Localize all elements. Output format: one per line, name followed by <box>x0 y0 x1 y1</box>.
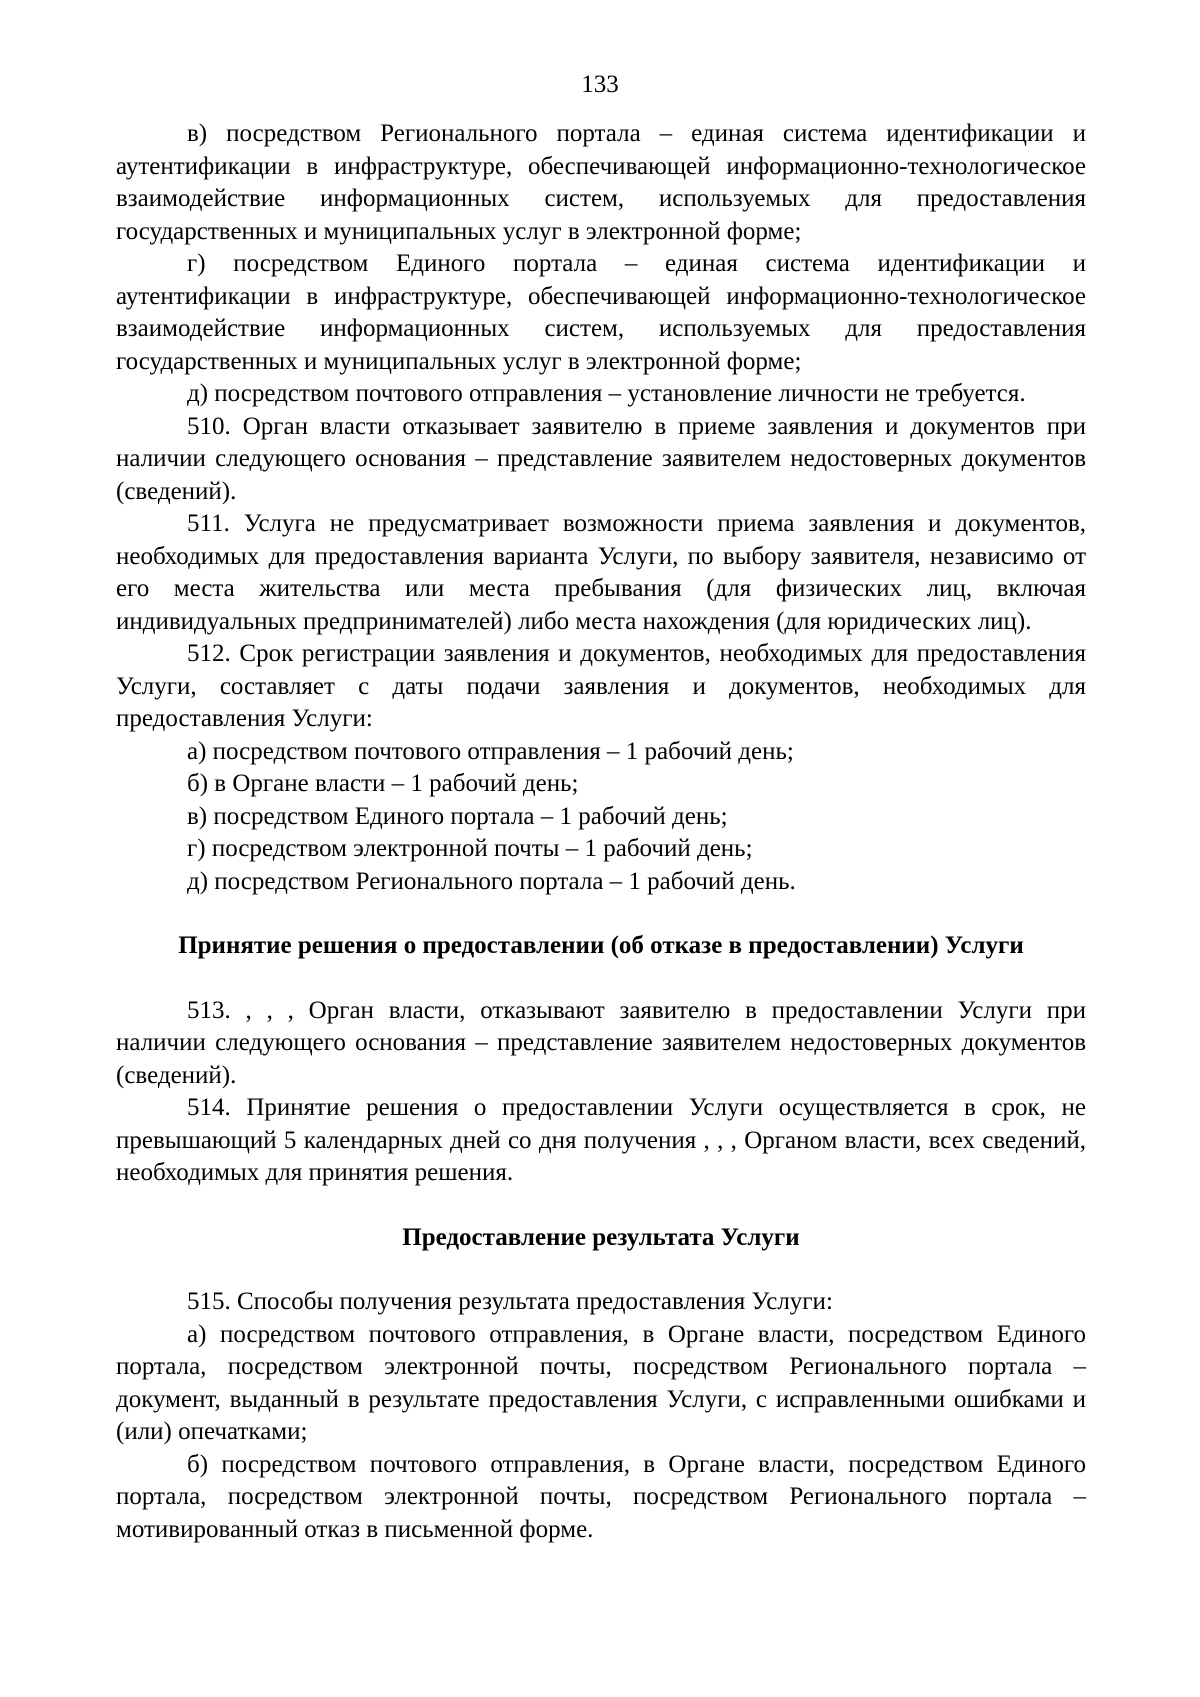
paragraph-v-regional-portal: в) посредством Регионального портала – единая система идентификации и аутентификации в инфраструктуре, обеспечивающей информационно-технологическое взаимодействие информационных систем, используемых для предоставления государственных и муниципальных услуг в электронной форме; <box>116 120 1086 245</box>
section-spacer <box>116 1190 1086 1222</box>
document-body <box>116 118 1086 1546</box>
paragraph-g-unified-portal: г) посредством Единого портала – единая система идентификации и аутентификации в инфраструктуре, обеспечивающей информационно-технологическое взаимодействие информационных систем, используемых для предоставления государственных и муниципальных услуг в электронной форме; <box>116 250 1086 375</box>
paragraph-512-d: д) посредством Регионального портала – 1 рабочий день. <box>187 867 796 895</box>
section-heading-decision: Принятие решения о предоставлении (об отказе в предоставлении) Услуги <box>178 932 1024 959</box>
paragraph-512: 512. Срок регистрации заявления и документов, необходимых для предоставления Услуги, составляет с даты подачи заявления и документов, необходимых для предоставления Услуги: <box>116 640 1086 732</box>
paragraph-512-a: а) посредством почтового отправления – 1 рабочий день; <box>187 737 794 765</box>
paragraph-515-b: б) посредством почтового отправления, в Органе власти, посредством Единого портала, посредством электронной почты, посредством Регионального портала – мотивированный отказ в письменной форме. <box>116 1450 1086 1543</box>
section-spacer <box>116 898 1086 930</box>
section-spacer <box>116 963 1086 995</box>
paragraph-512-v: в) посредством Единого портала – 1 рабочий день; <box>187 802 728 830</box>
section-spacer <box>116 1254 1086 1286</box>
paragraph-515: 515. Способы получения результата предоставления Услуги: <box>187 1288 833 1315</box>
paragraph-513: 513. , , , Орган власти, отказывают заявителю в предоставлении Услуги при наличии следующего основания – представление заявителем недостоверных документов (сведений). <box>116 996 1086 1089</box>
paragraph-514: 514. Принятие решения о предоставлении Услуги осуществляется в срок, не превышающий 5 календарных дней со дня получения , , , Органом власти, всех сведений, необходимых для принятия решения. <box>116 1094 1086 1186</box>
section-heading-result: Предоставление результата Услуги <box>402 1223 800 1251</box>
paragraph-512-g: г) посредством электронной почты – 1 рабочий день; <box>187 835 753 862</box>
paragraph-d-postal: д) посредством почтового отправления – установление личности не требуется. <box>187 380 1026 407</box>
paragraph-512-b: б) в Органе власти – 1 рабочий день; <box>187 770 579 797</box>
paragraph-515-a: а) посредством почтового отправления, в Органе власти, посредством Единого портала, посредством электронной почты, посредством Регионального портала – документ, выданный в результате предоставления Услуги, с исправленными ошибками и (или) опечатками; <box>116 1320 1086 1445</box>
paragraph-511: 511. Услуга не предусматривает возможности приема заявления и документов, необходимых для предоставления варианта Услуги, по выбору заявителя, независимо от его места жительства или места пребывания (для физических лиц, включая индивидуальных предпринимателей) либо места нахождения (для юридических лиц). <box>116 510 1086 635</box>
page-number: 133 <box>581 71 619 98</box>
paragraph-510: 510. Орган власти отказывает заявителю в приеме заявления и документов при наличии следующего основания – представление заявителем недостоверных документов (сведений). <box>116 412 1086 505</box>
